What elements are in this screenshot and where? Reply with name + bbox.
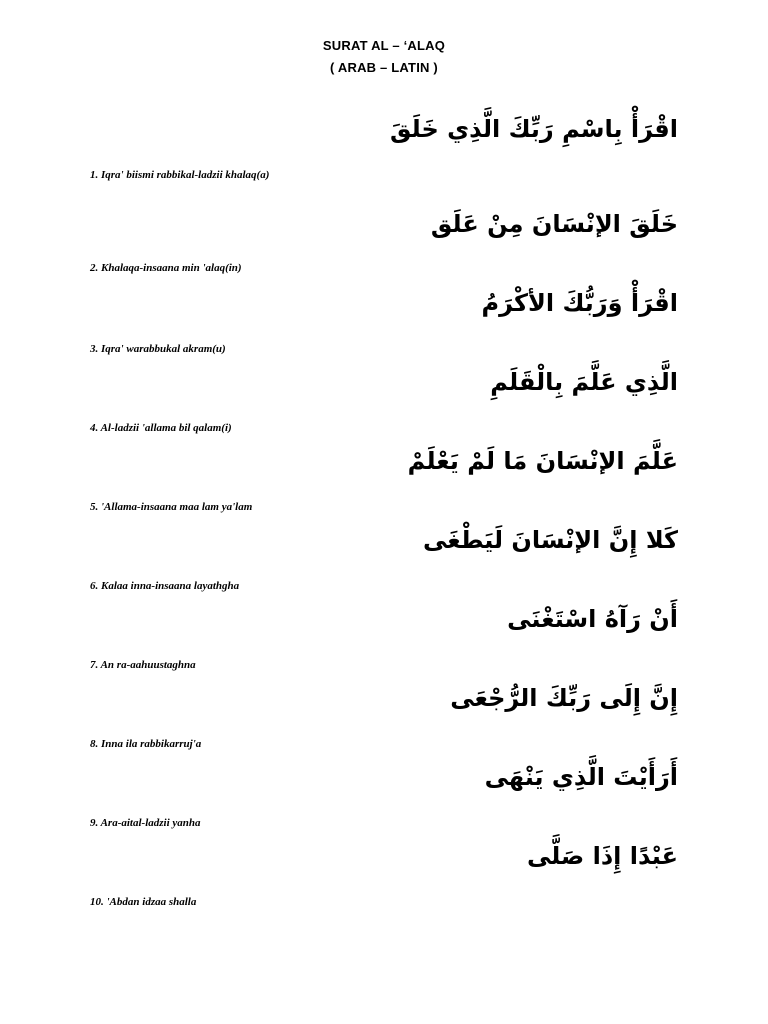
latin-transliteration: 10. 'Abdan idzaa shalla bbox=[90, 896, 197, 908]
verse-3 bbox=[0, 286, 768, 365]
latin-transliteration: 5. 'Allama-insaana maa lam ya'lam bbox=[90, 501, 253, 513]
arabic-verse-text: الَّذِي عَلَّمَ بِالْقَلَمِ bbox=[490, 368, 678, 396]
verse-5 bbox=[0, 444, 768, 523]
verse-10 bbox=[0, 839, 768, 918]
arabic-verse-text: أَنْ رَآهُ اسْتَغْنَى bbox=[507, 605, 678, 633]
verse-4 bbox=[0, 365, 768, 444]
latin-transliteration: 9. Ara-aital-ladzii yanha bbox=[90, 817, 201, 829]
latin-transliteration: 1. Iqra' biismi rabbikal-ladzii khalaq(a) bbox=[90, 169, 270, 181]
latin-transliteration: 4. Al-ladzii 'allama bil qalam(i) bbox=[90, 422, 232, 434]
verse-7 bbox=[0, 602, 768, 681]
latin-transliteration: 7. An ra-aahuustaghna bbox=[90, 659, 196, 671]
arabic-verse-text: إِنَّ إِلَى رَبِّكَ الرُّجْعَى bbox=[450, 684, 678, 712]
arabic-verse-text: اقْرَأْ بِاسْمِ رَبِّكَ الَّذِي خَلَقَ bbox=[390, 115, 678, 143]
latin-transliteration: 2. Khalaqa-insaana min 'alaq(in) bbox=[90, 262, 242, 274]
arabic-verse-text: خَلَقَ الإنْسَانَ مِنْ عَلَق bbox=[430, 210, 678, 238]
page-subtitle: ( ARAB – LATIN ) bbox=[330, 60, 438, 75]
latin-transliteration: 6. Kalaa inna-insaana layathgha bbox=[90, 580, 240, 592]
latin-transliteration: 3. Iqra' warabbukal akram(u) bbox=[90, 343, 226, 355]
verse-1 bbox=[0, 112, 768, 191]
arabic-verse-text: كَلا إِنَّ الإنْسَانَ لَيَطْغَى bbox=[423, 526, 678, 554]
verse-6 bbox=[0, 523, 768, 602]
verse-8 bbox=[0, 681, 768, 760]
verse-2 bbox=[0, 207, 768, 286]
page-title: SURAT AL – ‘ALAQ bbox=[322, 38, 446, 53]
arabic-verse-text: اقْرَأْ وَرَبُّكَ الأكْرَمُ bbox=[481, 289, 678, 317]
arabic-verse-text: أَرَأَيْتَ الَّذِي يَنْهَى bbox=[484, 763, 678, 791]
arabic-verse-text: عَبْدًا إِذَا صَلَّى bbox=[526, 842, 678, 870]
arabic-verse-text: عَلَّمَ الإنْسَانَ مَا لَمْ يَعْلَمْ bbox=[407, 447, 678, 475]
verse-9 bbox=[0, 760, 768, 839]
latin-transliteration: 8. Inna ila rabbikarruj'a bbox=[90, 738, 202, 750]
